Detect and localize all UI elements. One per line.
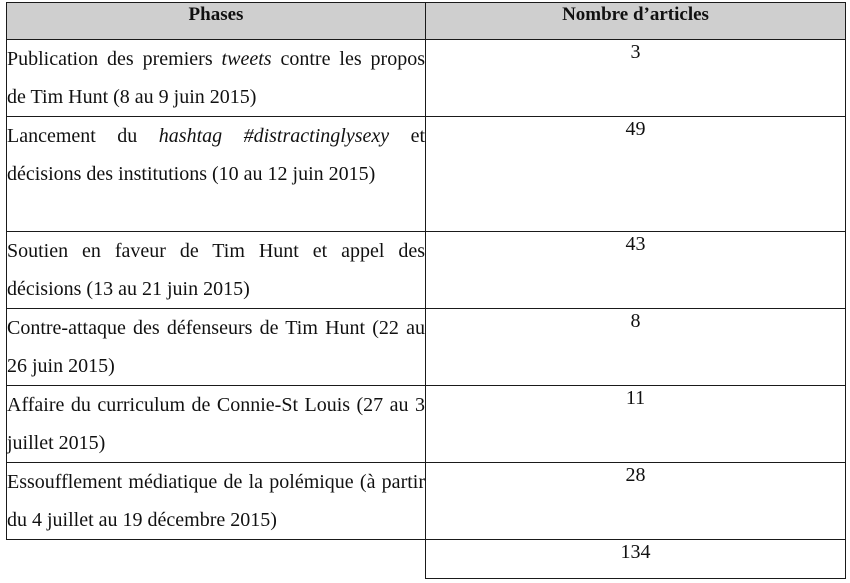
phase-description [7,463,426,540]
phase-text: Essoufflement médiatique de la polémique (à partir du 4 juillet au 19 décembre 2015) [7,471,425,531]
phase-text: Publication des premiers [7,48,222,70]
table-row [7,117,846,232]
phase-description [7,40,426,117]
table-row [7,232,846,309]
phase-text: contre les propos de Tim Hunt (8 au 9 juin 2015) [7,48,425,108]
total-row [7,540,846,579]
phase-text: Affaire du curriculum de Connie-St Louis (27 au 3 juillet 2015) [7,394,425,454]
phase-text-italic: tweets [221,48,272,70]
phase-description [7,386,426,463]
table-row [7,463,846,540]
phase-text-italic: hashtag #distractinglysexy [158,125,390,147]
total-article-count: 134 [426,540,846,579]
phase-text: Contre-attaque des défenseurs de Tim Hunt (22 au 26 juin 2015) [7,317,425,377]
article-count: 43 [426,232,846,309]
phase-text: et décisions des institutions (10 au 12 juin 2015) [7,125,426,185]
table-row [7,309,846,386]
article-count: 28 [426,463,846,540]
phase-description [7,117,426,232]
phase-description [7,232,426,309]
header-article-count: Nombre d’articles [426,3,846,40]
table-row [7,40,846,117]
header-phases: Phases [7,3,426,40]
phases-table [6,2,846,579]
article-count: 49 [426,117,846,232]
phase-text: Soutien en faveur de Tim Hunt et appel des décisions (13 au 21 juin 2015) [7,240,425,300]
article-count: 8 [426,309,846,386]
article-count: 11 [426,386,846,463]
article-count: 3 [426,40,846,117]
table-row [7,386,846,463]
table-header-row [7,3,846,40]
phase-description [7,309,426,386]
phase-text: Lancement du [7,125,159,147]
total-blank-cell [7,540,426,579]
